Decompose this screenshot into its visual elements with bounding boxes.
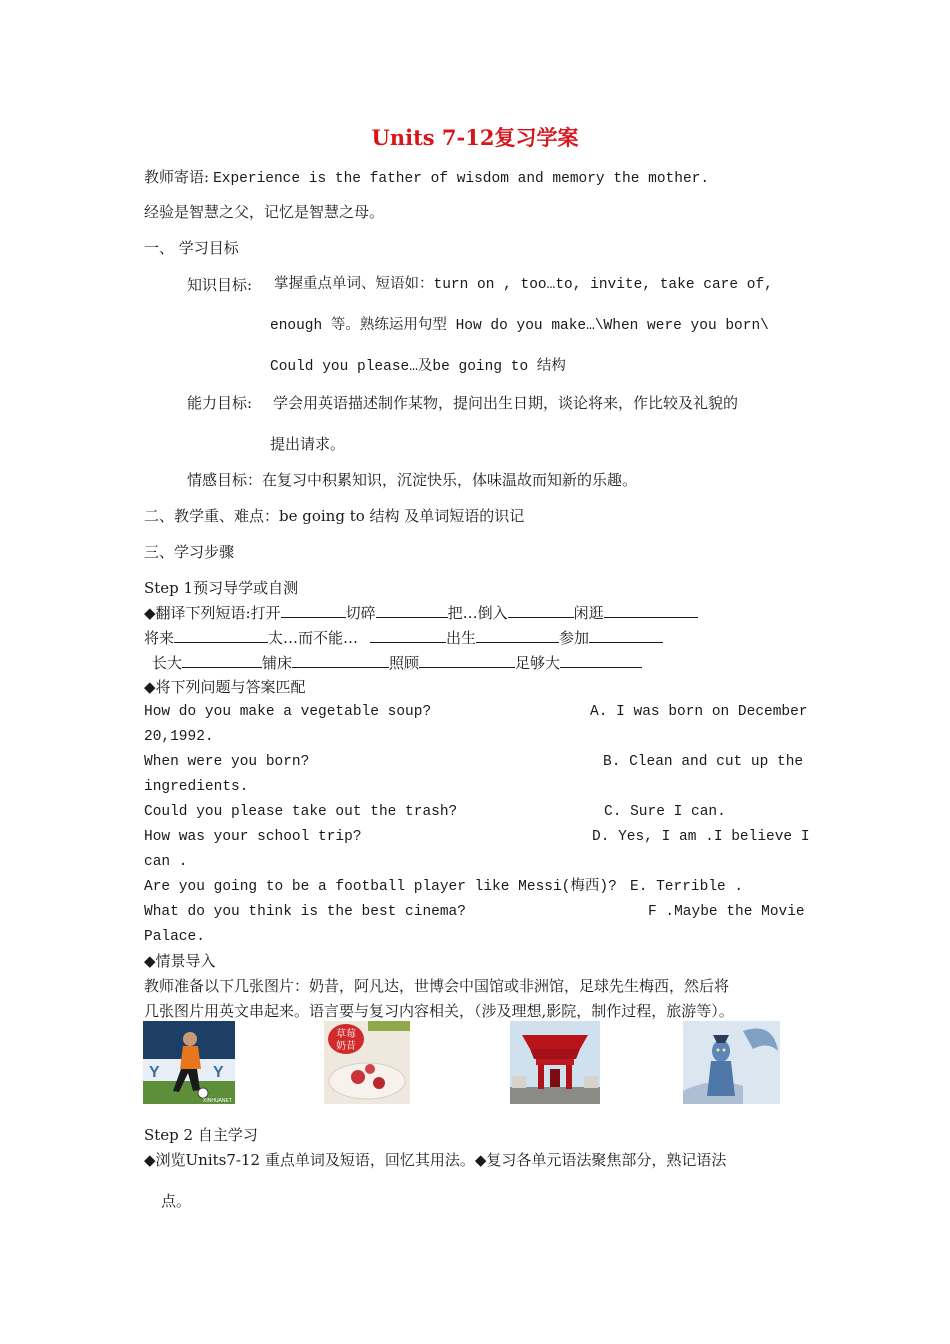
phrase-chop: 切碎 [345,604,376,622]
svg-text:Y: Y [213,1064,224,1081]
section3-heading: 三、学习步骤 [144,543,235,561]
emotion-label: 情感目标： [187,471,263,489]
phrase-grow-up: 长大 [152,654,183,672]
phrase-too-to: 太…而不能… [268,629,359,647]
svg-text:Y: Y [149,1064,160,1081]
page-title: Units 7-12复习学案 [371,125,579,150]
match-question: Are you going to be a football player like Messi(梅西)? [144,879,617,895]
match-answer: E. Terrible . [630,879,744,895]
match-answer: A. I was born on December [590,704,808,720]
avatar-movie-photo [683,1021,780,1104]
translate-row-2 [144,627,663,648]
photo-caption-bottom: 奶昔 [336,1041,356,1052]
phrase-future: 将来 [144,629,175,647]
china-pavilion-photo [510,1021,600,1104]
knowledge-line2: enough 等。熟练运用句型 How do you make…\When were you born\ [270,318,769,334]
answer-blank[interactable] [370,627,446,643]
motto-label: 教师寄语: [144,168,210,186]
answer-blank[interactable] [419,652,515,668]
match-answer: D. Yes, I am .I believe I [592,829,810,845]
match-answer-continuation: 20,1992. [144,729,214,745]
phrase-big-enough: 足够大 [515,654,561,672]
phrase-take-care: 照顾 [389,654,420,672]
translate-heading: ◆翻译下列短语: [144,604,251,622]
photo-caption-top: 草莓 [336,1029,356,1040]
answer-blank[interactable] [174,627,268,643]
match-question: When were you born? [144,754,310,770]
match-answer: C. Sure I can. [604,804,726,820]
step2-title: Step 2 自主学习 [144,1126,258,1144]
match-answer-continuation: Palace. [144,929,205,945]
ability-line2: 提出请求。 [270,435,346,453]
answer-blank[interactable] [589,627,663,643]
step2-line2: 点。 [161,1192,192,1210]
answer-blank[interactable] [508,602,574,618]
emotion-text: 在复习中积累知识，沉淀快乐，体味温故而知新的乐趣。 [262,471,638,489]
emotion-line [187,470,637,490]
translate-row-3 [152,652,642,673]
match-heading: ◆将下列问题与答案匹配 [144,678,306,696]
photo-caption: XINHUANET [203,1098,232,1104]
scene-line1: 教师准备以下几张图片：奶昔，阿凡达，世博会中国馆或非洲馆，足球先生梅西，然后将 [144,977,730,995]
match-question: Could you please take out the trash? [144,804,458,820]
phrase-make-bed: 铺床 [262,654,293,672]
phrase-be-born: 出生 [446,629,477,647]
answer-blank[interactable] [281,602,346,618]
match-answer-continuation: can . [144,854,188,870]
translate-row-1 [144,602,698,623]
scene-heading: ◆情景导入 [144,952,216,970]
answer-blank[interactable] [376,602,448,618]
match-question: How do you make a vegetable soup? [144,704,432,720]
milkshake-photo [324,1021,410,1104]
phrase-take-part-in: 参加 [559,629,590,647]
knowledge-line1: 掌握重点单词、短语如：turn on , too…to, invite, take care of, [274,277,773,293]
ability-label: 能力目标: [187,394,253,412]
match-question: How was your school trip? [144,829,362,845]
answer-blank[interactable] [182,652,262,668]
messi-photo [143,1021,235,1104]
section2-heading: 二、教学重、难点：be going to 结构 及单词短语的识记 [144,507,525,525]
step2-line1: ◆浏览Units7-12 重点单词及短语，回忆其用法。◆复习各单元语法聚焦部分，熟记语法 [144,1151,727,1169]
ability-line1: 学会用英语描述制作某物，提问出生日期，谈论将来，作比较及礼貌的 [273,394,739,412]
section1-heading: 一、 学习目标 [144,239,239,257]
match-answer-continuation: ingredients. [144,779,249,795]
phrase-pour-into: 把…倒入 [447,604,508,622]
scene-line2: 几张图片用英文串起来。语言要与复习内容相关，（涉及理想,影院，制作过程，旅游等）。 [144,1002,734,1020]
match-answer: B. Clean and cut up the [603,754,804,770]
answer-blank[interactable] [292,652,389,668]
phrase-open: 打开 [250,604,281,622]
phrase-hang-out: 闲逛 [573,604,604,622]
knowledge-label: 知识目标: [187,276,253,294]
answer-blank[interactable] [604,602,698,618]
answer-blank[interactable] [476,627,559,643]
match-answer: F .Maybe the Movie [648,904,805,920]
motto-line [144,167,709,189]
motto-chinese: 经验是智慧之父，记忆是智慧之母。 [144,203,385,221]
answer-blank[interactable] [560,652,642,668]
match-question: What do you think is the best cinema? [144,904,466,920]
motto-english: Experience is the father of wisdom and memory the mother. [213,171,710,187]
step1-title: Step 1预习导学或自测 [144,579,299,597]
knowledge-line3: Could you please…及be going to 结构 [270,359,566,375]
